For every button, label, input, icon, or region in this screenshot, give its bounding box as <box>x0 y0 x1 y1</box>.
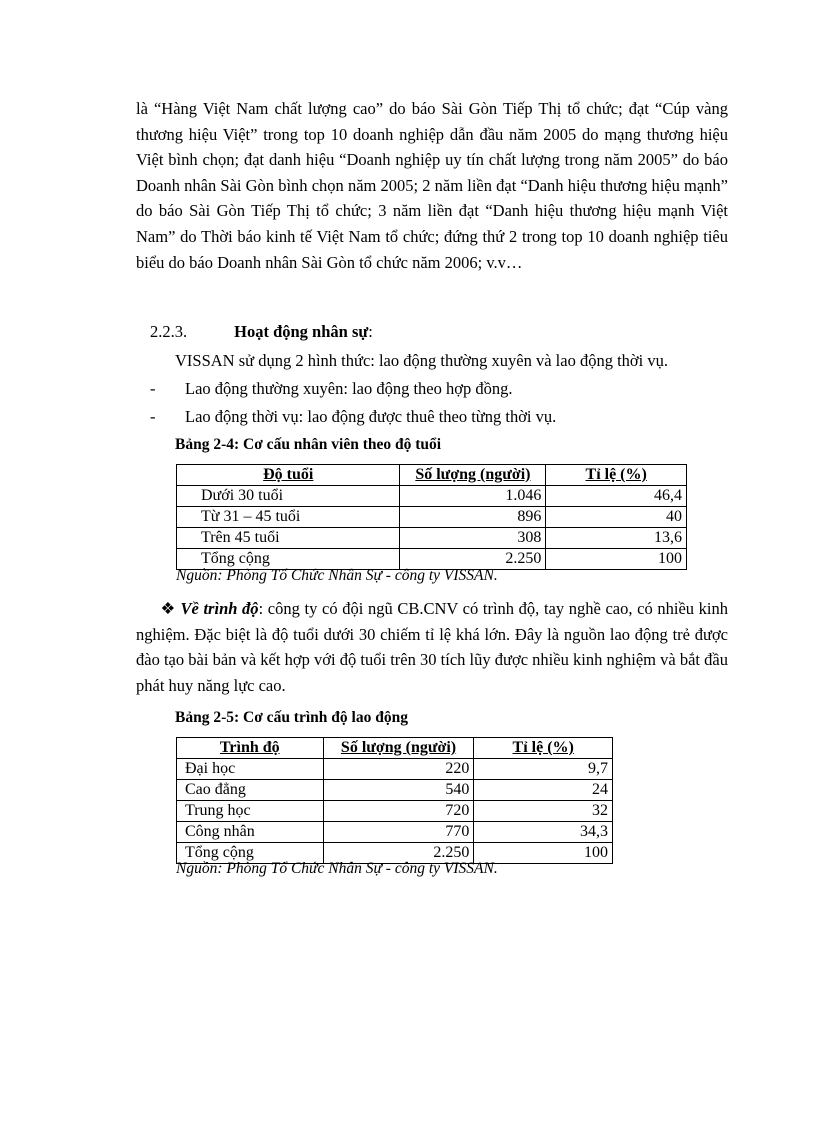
table-header-row <box>177 738 613 759</box>
table-row: Tổng cộng 2.250 100 <box>177 549 687 570</box>
table-row: Trên 45 tuổi 308 13,6 <box>177 528 687 549</box>
table-row: Cao đẳng 540 24 <box>177 780 613 801</box>
table2-caption: Bảng 2-5: Cơ cấu trình độ lao động <box>175 709 408 726</box>
qualification-paragraph <box>136 596 728 706</box>
table-header: Tỉ lệ (%) <box>474 738 613 759</box>
table-header: Trình độ <box>177 738 324 759</box>
table-header: Số lượng (người) <box>400 465 546 486</box>
table1-caption: Bảng 2-4: Cơ cấu nhân viên theo độ tuổi <box>175 436 442 453</box>
bullet-item: - Lao động thời vụ: lao động được thuê theo từng thời vụ. <box>150 407 557 426</box>
table-row: Trung học 720 32 <box>177 801 613 822</box>
qualification-table <box>176 737 613 864</box>
qualification-text: : công ty có đội ngũ CB.CNV có trình độ, tay nghề cao, có nhiều kinh nghiệm. Đặc biệt là độ tuổi dưới 30 chiếm tỉ lệ khá lớn. Đây là nguồn lao động trẻ được đào tạo bài bản và kết hợp với độ tuổi trên 30 tích lũy được nhiều kinh nghiệm và bắt đầu phát huy năng lực cao. <box>136 599 728 695</box>
table-row: Công nhân 770 34,3 <box>177 822 613 843</box>
section-heading: 2.2.3. Hoạt động nhân sự: <box>150 322 373 341</box>
section-intro: VISSAN sử dụng 2 hình thức: lao động thường xuyên và lao động thời vụ. <box>175 351 668 370</box>
diamond-bullet-icon: ❖ <box>160 599 176 618</box>
table-header: Độ tuổi <box>177 465 400 486</box>
table-row: Từ 31 – 45 tuổi 896 40 <box>177 507 687 528</box>
intro-paragraph: là “Hàng Việt Nam chất lượng cao” do báo Sài Gòn Tiếp Thị tổ chức; đạt “Cúp vàng thương hiệu Việt” trong top 10 doanh nghiệp dẫn đầu năm 2005 do mạng thương hiệu Việt bình chọn; đạt danh hiệu “Doanh nghiệp uy tín chất lượng trong năm 2005” do báo Doanh nhân Sài Gòn bình chọn năm 2005; 2 năm liền đạt “Danh hiệu thương hiệu mạnh” do báo Sài Gòn Tiếp Thị tổ chức; 3 năm liền đạt “Danh hiệu thương hiệu mạnh Việt Nam” do Thời báo kinh tế Việt Nam tổ chức; đứng thứ 2 trong top 10 doanh nghiệp tiêu biểu do báo Doanh nhân Sài Gòn tổ chức năm 2006; v.v… <box>136 99 728 272</box>
qualification-lead: Về trình độ <box>180 599 259 618</box>
section-number: 2.2.3. <box>150 322 188 341</box>
age-structure-table <box>176 464 687 570</box>
section-title: Hoạt động nhân sự <box>234 322 369 341</box>
table-header-row <box>177 465 687 486</box>
table-header: Tỉ lệ (%) <box>546 465 687 486</box>
bullet-item: - Lao động thường xuyên: lao động theo hợp đồng. <box>150 379 513 398</box>
table-row: Dưới 30 tuổi 1.046 46,4 <box>177 486 687 507</box>
table-row: Đại học 220 9,7 <box>177 759 613 780</box>
table-row: Tổng cộng 2.250 100 <box>177 843 613 864</box>
table2-source: Nguồn: Phòng Tổ Chức Nhân Sự - công ty VISSAN. <box>176 860 498 877</box>
table1-source: Nguồn: Phòng Tổ Chức Nhân Sự - công ty VISSAN. <box>176 567 498 584</box>
table-header: Số lượng (người) <box>323 738 474 759</box>
